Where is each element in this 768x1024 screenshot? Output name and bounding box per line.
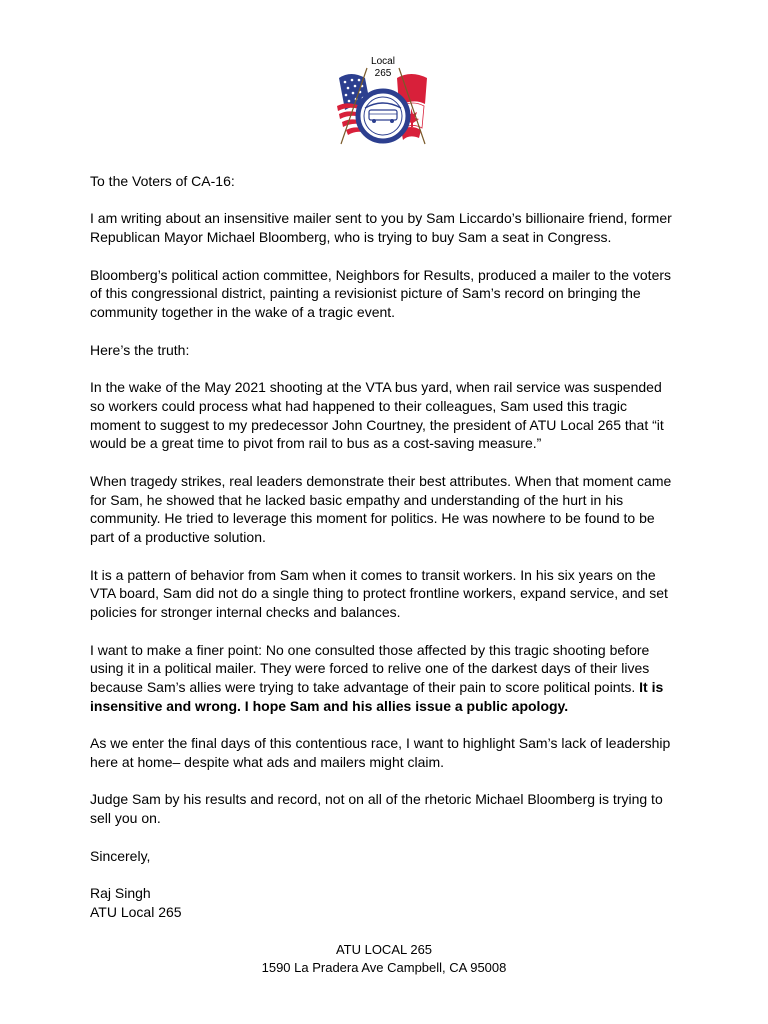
paragraph-judge: Judge Sam by his results and record, not on all of the rhetoric Michael Bloomberg is trying to sell you on.: [90, 791, 663, 827]
logo-local-label: Local: [371, 56, 395, 67]
paragraph-truth: Here’s the truth:: [90, 341, 190, 358]
union-logo: [331, 48, 435, 152]
paragraph-finer-point: [90, 641, 680, 716]
signoff: Sincerely,: [90, 847, 151, 864]
footer-org: ATU LOCAL 265: [335, 942, 433, 957]
paragraph-intro: I am writing about an insensitive mailer sent to you by Sam Liccardo’s billionaire friend, former Republican Mayor Michael Bloomberg, who is trying to buy Sam a seat in Congress.: [90, 210, 672, 246]
signer-name: Raj Singh: [90, 885, 151, 902]
signer-org: ATU Local 265: [90, 903, 182, 920]
logo-number-label: 265: [374, 68, 392, 79]
finer-point-bold-text: It is insensitive and wrong. I hope Sam and his allies issue a public apology.: [90, 679, 664, 714]
footer-address: 1590 La Pradera Ave Campbell, CA 95008: [261, 960, 507, 975]
letter-body: [90, 172, 680, 922]
paragraph-mailer: Bloomberg’s political action committee, Neighbors for Results, produced a mailer to the voters of this congressional district, painting a revisionist picture of Sam’s record on bringing the community together in the wake of a tragic event.: [90, 266, 672, 321]
paragraph-leaders: When tragedy strikes, real leaders demonstrate their best attributes. When that moment came for Sam, he showed that he lacked basic empathy and understanding of the hurt in his community. He tried to leverage this moment for politics. He was nowhere to be found to be part of a productive solution.: [90, 472, 672, 546]
paragraph-pattern: It is a pattern of behavior from Sam when it comes to transit workers. In his six years on the VTA board, Sam did not do a single thing to protect frontline workers, expand service, and set policies for stronger internal checks and balances.: [90, 566, 668, 621]
paragraph-shooting: In the wake of the May 2021 shooting at the VTA bus yard, when rail service was suspended so workers could process what had happened to their colleagues, Sam used this tragic moment to suggest to my predecessor John Courtney, the president of ATU Local 265 that “it would be a great time to pivot from rail to bus as a cost-saving measure.”: [90, 378, 664, 452]
salutation: To the Voters of CA-16:: [90, 173, 235, 189]
finer-point-text: I want to make a finer point: No one consulted those affected by this tragic shooting before using it in a political mailer. They were forced to relive one of the darkest days of their lives because Sam’s allies were trying to take advantage of their pain to score political points.: [90, 641, 650, 696]
letter-footer: [0, 941, 768, 977]
paragraph-final-days: As we enter the final days of this contentious race, I want to highlight Sam’s lack of leadership here at home– despite what ads and mailers might claim.: [90, 735, 671, 771]
